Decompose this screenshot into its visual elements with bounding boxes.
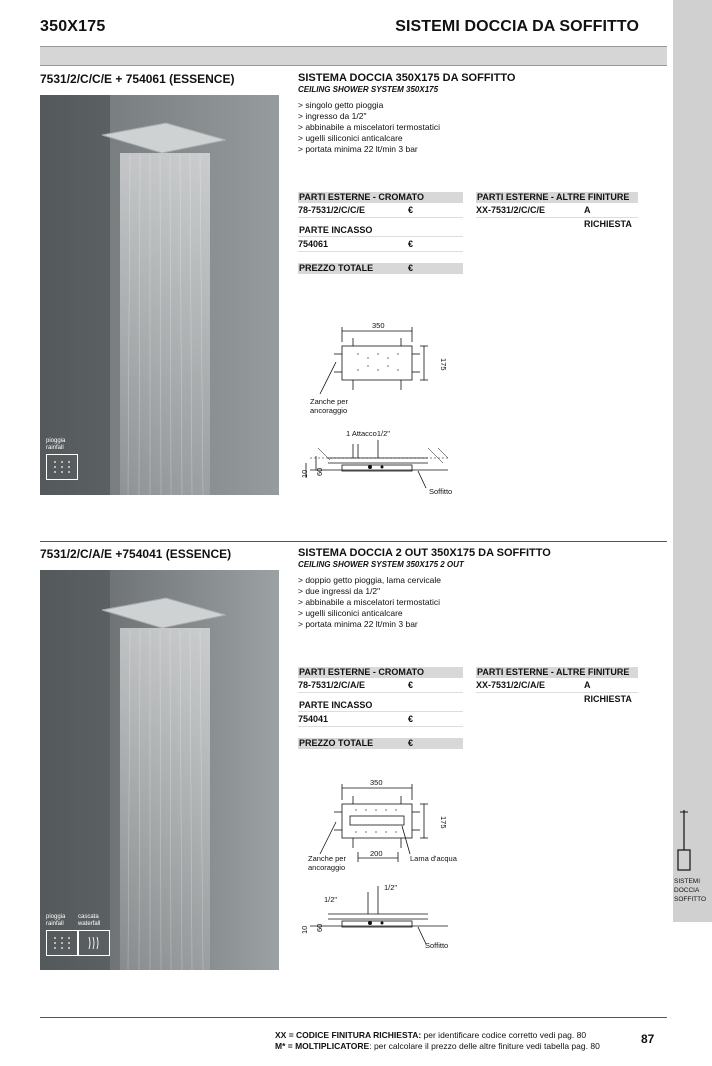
currency-symbol: € [408,738,414,748]
price-code: 78-7531/2/C/A/E [298,680,366,690]
product-subtitle: CEILING SHOWER SYSTEM 350X175 2 OUT [298,560,464,569]
price-label: PARTE INCASSO [298,225,463,237]
price-code: 754041 [298,714,329,724]
price-code: 78-7531/2/C/C/E [298,205,366,215]
dim-label: 60 [315,923,324,932]
currency-symbol: € [408,714,414,724]
dim-label: 60 [315,467,324,476]
rainfall-badge [46,438,78,480]
price-label: PARTI ESTERNE - ALTRE FINITURE [476,192,638,203]
footer-key: XX = CODICE FINITURA RICHIESTA: [275,1030,422,1040]
product-code: 7531/2/C/C/E + 754061 (ESSENCE) [40,72,235,86]
product-photo [40,570,279,970]
drawing-label: Soffitto [425,941,449,950]
drawing-label: ancoraggio [310,406,348,415]
feature-item: > singolo getto pioggia [298,100,384,110]
price-row [298,203,463,218]
footer-notes [275,1030,600,1052]
price-code: XX-7531/2/C/C/E [476,205,546,215]
feature-item: > doppio getto pioggia, lama cervicale [298,575,441,585]
price-label: PARTI ESTERNE - CROMATO [298,667,463,678]
waterfall-icon [78,930,110,956]
product-title: SISTEMA DOCCIA 2 OUT 350X175 DA SOFFITTO [298,547,551,559]
price-row [476,678,638,704]
price-label: PARTI ESTERNE - CROMATO [298,192,463,203]
drawing-label: ancoraggio [308,863,346,872]
footer-key: M* = MOLTIPLICATORE [275,1041,370,1051]
price-table-other [476,667,638,704]
drawing-label: 1/2" [324,895,338,904]
feature-item: > abbinabile a miscelatori termostatici [298,597,440,607]
price-code: XX-7531/2/C/A/E [476,680,546,690]
price-table-other [476,192,638,229]
total-price-row [298,738,463,749]
product-code: 7531/2/C/A/E +754041 (ESSENCE) [40,547,232,561]
icon-label: pioggia [46,438,66,444]
icon-label: rainfall [46,445,64,451]
technical-drawing [298,774,468,954]
dim-label: 10 [300,469,309,478]
product-title: SISTEMA DOCCIA 350X175 DA SOFFITTO [298,72,516,84]
total-label: PREZZO TOTALE [299,263,374,273]
feature-list [298,100,658,155]
currency-symbol: € [408,205,414,215]
feature-item: > ugelli siliconici anticalcare [298,608,403,618]
footer-text: : per calcolare il prezzo delle altre finiture vedi tabella pag. 80 [369,1041,600,1051]
currency-symbol: € [408,263,414,273]
currency-symbol: € [408,239,414,249]
drawing-label: Lama d'acqua [410,854,457,863]
page-header-left: 350X175 [40,18,106,35]
dim-width: 350 [370,778,383,787]
on-request: A RICHIESTA [584,680,632,704]
section-divider [40,541,667,542]
sidebar-label [674,877,706,904]
rainfall-badge [46,914,78,956]
technical-drawing [298,318,468,500]
footer-text: per identificare codice corretto vedi pag. 80 [421,1030,587,1040]
total-label: PREZZO TOTALE [299,738,374,748]
icon-label: waterfall [78,921,101,927]
dim-height: 175 [439,358,448,371]
price-row [476,203,638,229]
feature-item: > ugelli siliconici anticalcare [298,133,403,143]
price-code: 754061 [298,239,329,249]
feature-item: > abbinabile a miscelatori termostatici [298,122,440,132]
price-label: PARTI ESTERNE - ALTRE FINITURE [476,667,638,678]
feature-item: > portata minima 22 lt/min 3 bar [298,144,418,154]
rainfall-icon [46,930,78,956]
sidebar-label-line: SOFFITTO [674,896,707,903]
price-table-chrome [298,192,463,274]
feature-list [298,575,658,630]
product-subtitle: CEILING SHOWER SYSTEM 350X175 [298,85,439,94]
drawing-label: Soffitto [429,487,453,496]
footer-line [275,1041,600,1052]
waterfall-badge [78,914,110,956]
dim-height: 175 [439,816,448,829]
drawing-label: 1/2" [384,883,398,892]
total-price-row [298,263,463,274]
dim-inner: 200 [370,849,383,858]
header-bar [40,46,667,66]
dim-label: 10 [300,925,309,934]
on-request: A RICHIESTA [584,205,632,229]
ceiling-shower-icon [674,810,696,872]
drawing-label: Zanche per [308,854,346,863]
price-row [298,712,463,727]
rainfall-icon [46,454,78,480]
currency-symbol: € [408,680,414,690]
dim-width: 350 [372,321,385,330]
icon-label: pioggia [46,914,66,920]
sidebar-tab [673,0,712,922]
product-info [298,72,658,155]
feature-item: > ingresso da 1/2" [298,111,367,121]
page-number: 87 [641,1032,655,1046]
icon-label: cascata [78,914,99,920]
price-table-chrome [298,667,463,749]
price-row [298,237,463,252]
feature-item: > portata minima 22 lt/min 3 bar [298,619,418,629]
sidebar-label-line: DOCCIA [674,887,700,894]
footer-line [275,1030,600,1041]
drawing-label: 1 Attacco1/2" [346,429,390,438]
price-label: PARTE INCASSO [298,700,463,712]
page-header-right: SISTEMI DOCCIA DA SOFFITTO [395,18,639,35]
product-photo [40,95,279,495]
icon-label: rainfall [46,921,64,927]
footer-divider [40,1017,667,1018]
drawing-label: Zanche per [310,397,348,406]
sidebar-label-line: SISTEMI [674,878,701,885]
price-row [298,678,463,693]
feature-item: > due ingressi da 1/2" [298,586,381,596]
product-info [298,547,658,630]
